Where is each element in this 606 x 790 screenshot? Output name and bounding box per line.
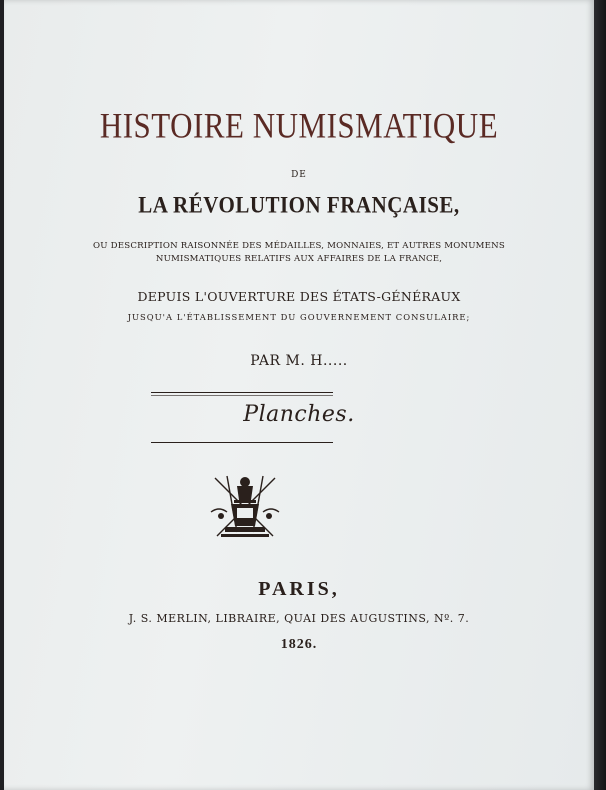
publisher-line: J. S. MERLIN, LIBRAIRE, QUAI DES AUGUSTINS, Nº. 7.: [128, 612, 470, 625]
upper-rule: [151, 392, 333, 393]
book-title: HISTOIRE NUMISMATIQUE: [99, 105, 499, 146]
title-page: [4, 0, 594, 790]
period-line-1: DEPUIS L'OUVERTURE DES ÉTATS-GÉNÉRAUX: [137, 289, 461, 304]
publication-year: 1826.: [280, 637, 318, 652]
lower-rule: [151, 442, 333, 443]
publication-city: PARIS,: [258, 578, 340, 600]
author-line: PAR M. H.....: [250, 353, 348, 369]
trophy-emblem-icon: [207, 472, 283, 544]
description-line-1: OU DESCRIPTION RAISONNÉE DES MÉDAILLES, MONNAIES, ET AUTRES MONUMENS: [93, 241, 505, 251]
section-label: Planches.: [243, 402, 355, 427]
upper-rule-thin: [151, 395, 333, 396]
book-edge-shadow: [594, 0, 606, 790]
book-subtitle: LA RÉVOLUTION FRANÇAISE,: [138, 191, 460, 219]
title-connector: DE: [291, 170, 307, 180]
period-line-2: JUSQU'A L'ÉTABLISSEMENT DU GOUVERNEMENT CONSULAIRE;: [127, 312, 471, 322]
description-line-2: NUMISMATIQUES RELATIFS AUX AFFAIRES DE LA FRANCE,: [155, 254, 443, 264]
